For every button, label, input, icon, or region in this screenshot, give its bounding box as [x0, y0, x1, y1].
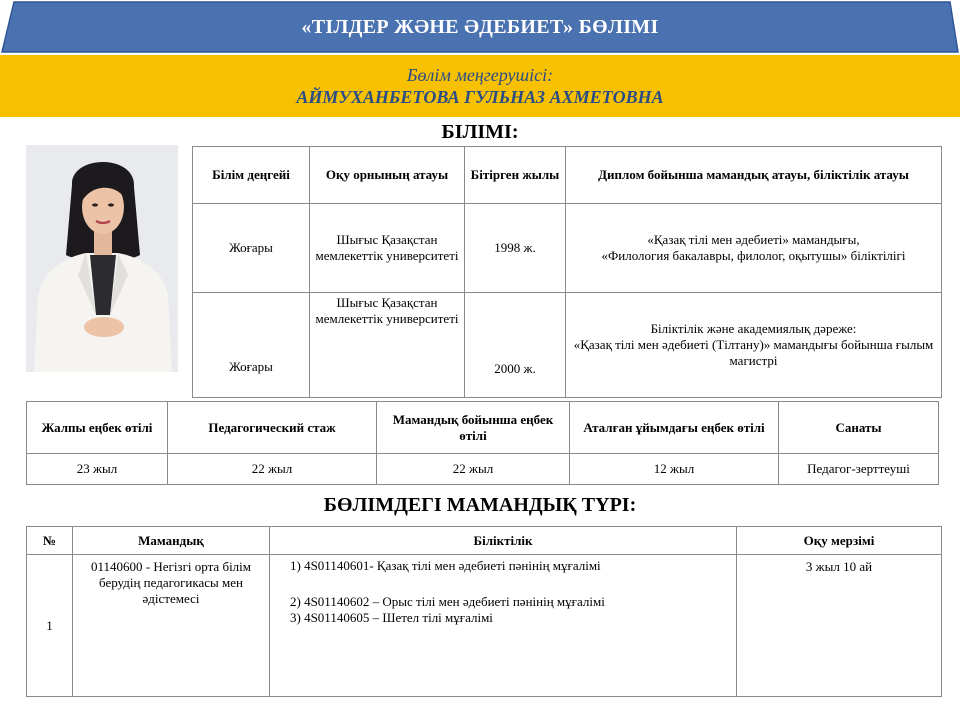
table-cell: Жоғары [193, 293, 310, 398]
education-table [192, 146, 942, 398]
table-cell: 23 жыл [27, 454, 168, 485]
col-header: Диплом бойынша мамандық атауы, біліктілік атауы [566, 147, 942, 204]
col-header: Біліктілік [270, 527, 737, 555]
col-header: Аталған ұйымдағы еңбек өтілі [570, 402, 779, 454]
table-cell: 1998 ж. [465, 204, 566, 293]
diploma-line: «Қазақ тілі мен әдебиеті» мамандығы, [647, 232, 860, 247]
table-cell: Шығыс Қазақстан мемлекеттік университеті [310, 204, 465, 293]
col-header: Бітірген жылы [465, 147, 566, 204]
col-header: Санаты [779, 402, 939, 454]
table-cell: Жоғары [193, 204, 310, 293]
specialties-title: БӨЛІМДЕГІ МАМАНДЫҚ ТҮРІ: [323, 494, 637, 516]
table-cell: Педагог-зерттеуші [779, 454, 939, 485]
title-banner [0, 0, 960, 54]
col-header: Білім деңгейі [193, 147, 310, 204]
table-cell: 22 жыл [377, 454, 570, 485]
table-row [193, 204, 942, 293]
table-cell: 12 жыл [570, 454, 779, 485]
qualification-item: 1) 4S01140601- Қазақ тілі мен әдебиеті пәнінің мұғалімі [290, 558, 601, 573]
qualifications-cell [270, 555, 737, 697]
diploma-line: «Филология бакалавры, филолог, оқытушы» біліктілігі [601, 248, 906, 263]
specialty-cell: 01140600 - Негізгі орта білім берудің педагогикасы мен әдістемесі [73, 555, 270, 697]
education-title: БІЛІМІ: [441, 121, 519, 143]
table-header-row [27, 402, 939, 454]
table-cell [566, 204, 942, 293]
specialties-table [26, 526, 942, 697]
qualification-item: 2) 4S01140602 – Орыс тілі мен әдебиеті пәнінің мұғалімі [290, 594, 605, 609]
diploma-line: Біліктілік және академиялық дәреже: [650, 321, 857, 336]
col-header: Мамандық бойынша еңбек өтілі [377, 402, 570, 454]
col-header: Жалпы еңбек өтілі [27, 402, 168, 454]
col-header: Оқу мерзімі [737, 527, 942, 555]
head-label: Бөлім меңгерушісі: [406, 65, 554, 85]
table-row [27, 555, 942, 697]
diploma-line: «Қазақ тілі мен әдебиеті (Тілтану)» мамандығы бойынша ғылым магистрі [573, 337, 934, 368]
head-name: АЙМУХАНБЕТОВА ГУЛЬНАЗ АХМЕТОВНА [296, 87, 664, 107]
table-cell: Шығыс Қазақстан мемлекеттік университеті [310, 293, 465, 398]
table-cell [566, 293, 942, 398]
duration-cell: 3 жыл 10 ай [737, 555, 942, 697]
col-header: Педагогический стаж [168, 402, 377, 454]
portrait-photo [26, 145, 178, 372]
head-of-department-band [0, 55, 960, 117]
col-header: Мамандық [73, 527, 270, 555]
table-header-row [27, 527, 942, 555]
table-row [193, 293, 942, 398]
table-cell: 22 жыл [168, 454, 377, 485]
work-experience-table [26, 401, 939, 485]
table-cell: 2000 ж. [465, 293, 566, 398]
qualification-item: 3) 4S01140605 – Шетел тілі мұғалімі [290, 610, 493, 625]
page-title: «ТІЛДЕР ЖӘНЕ ӘДЕБИЕТ» БӨЛІМІ [301, 15, 659, 38]
col-header: Оқу орнының атауы [310, 147, 465, 204]
table-header-row [193, 147, 942, 204]
table-row [27, 454, 939, 485]
row-number: 1 [27, 555, 73, 697]
col-header: № [27, 527, 73, 555]
